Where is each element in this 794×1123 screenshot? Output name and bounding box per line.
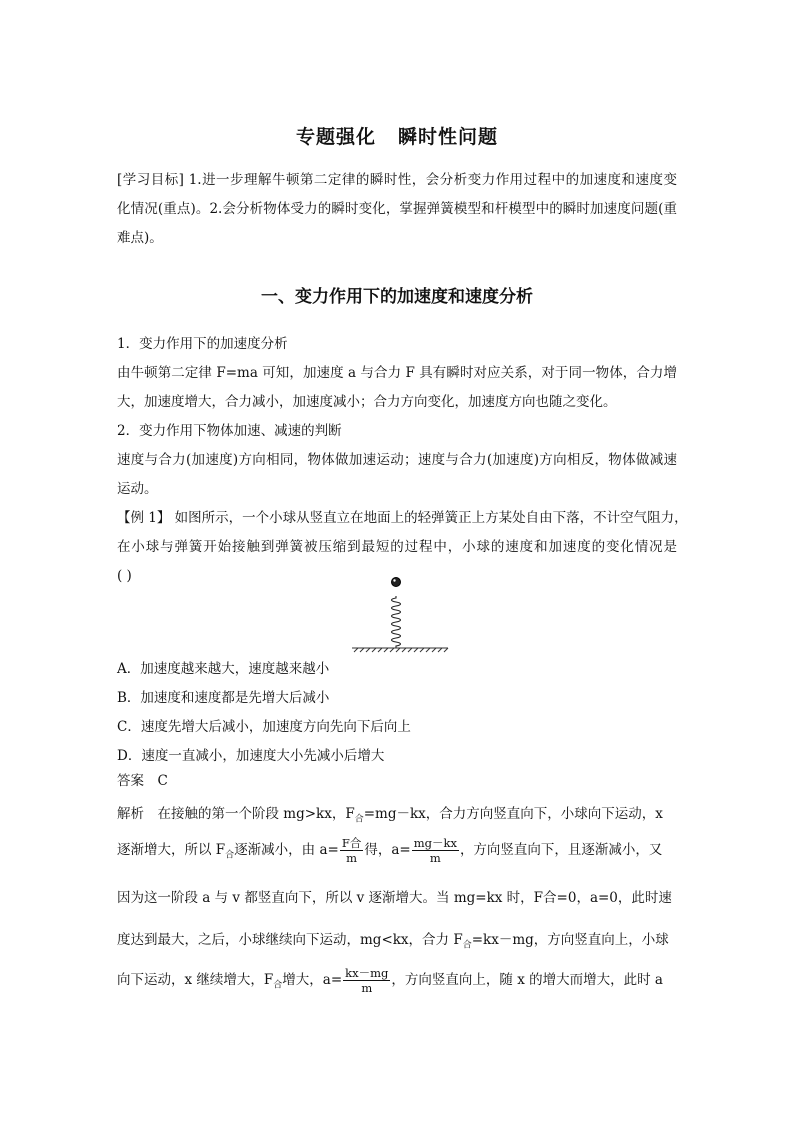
body-line: 大，加速度增大，合力减小，加速度减小；合力方向变化，加速度方向也随之变化。 xyxy=(117,394,617,410)
choice-a: A．加速度越来越大，速度越来越小 xyxy=(117,661,330,677)
analysis-line: 逐渐增大，所以 $F_合$逐渐减小，由 a= $\frac{\text{F合}}{m}$ 得，a= $\frac{mg-kx}{m}$ ，方向竖直向下，且逐渐减小，又 xyxy=(117,836,663,865)
body-line: 速度与合力(加速度)方向相同，物体做加速运动；速度与合力(加速度)方向相反，物体做减速 xyxy=(117,452,677,468)
body-line: 1．变力作用下的加速度分析 xyxy=(117,336,288,352)
analysis-line: 度达到最大，之后，小球继续向下运动，mg<kx，合力 $F_合=kx-mg$，方向竖直向上，小球 xyxy=(117,932,669,951)
answer: 答案 C xyxy=(117,773,168,789)
spring-ball-figure xyxy=(350,574,450,654)
goal-line: [学习目标] 1.进一步理解牛顿第二定律的瞬时性，会分析变力作用过程中的加速度和速度变 xyxy=(117,172,677,188)
page-title xyxy=(0,122,794,149)
choice-c: C．速度先增大后减小，加速度方向先向下后向上 xyxy=(117,719,411,735)
title-part2: 瞬时性问题 xyxy=(398,126,499,148)
analysis-line: 向下运动，x 继续增大，$F_合$增大，a= $\frac{kx-mg}{m}$ ，方向竖直向上，随 x 的增大而增大，此时 a xyxy=(117,966,663,995)
body-line: 由牛顿第二定律 F=ma 可知，加速度 a 与合力 F 具有瞬时对应关系，对于同一物体，合力增 xyxy=(117,365,677,381)
body-line: 2．变力作用下物体加速、减速的判断 xyxy=(117,423,342,439)
fraction: $\frac{mg-kx}{m}$ xyxy=(413,836,457,865)
analysis-line: 因为这一阶段 a 与 v 都竖直向下，所以 v 逐渐增大。当 mg=kx 时，F合=0，a=0，此时速 xyxy=(117,890,672,906)
section-heading: 一、变力作用下的加速度和速度分析 xyxy=(261,287,533,307)
example-line: 【例 1】 如图所示，一个小球从竖直立在地面上的轻弹簧正上方某处自由下落，不计空气阻力， xyxy=(117,510,688,526)
title-part1: 专题强化 xyxy=(295,126,376,148)
ball-icon xyxy=(392,578,401,587)
choice-b: B．加速度和速度都是先增大后减小 xyxy=(117,690,330,706)
example-bracket: ( ) xyxy=(117,568,132,584)
analysis-line: 解析 在接触的第一个阶段 mg>kx，$F_合=mg-kx$，合力方向竖直向下，小球向下运动，x xyxy=(117,806,663,825)
spring-icon xyxy=(392,596,401,648)
fraction: $\frac{kx-mg}{m}$ xyxy=(345,966,389,995)
example-line: 在小球与弹簧开始接触到弹簧被压缩到最短的过程中，小球的速度和加速度的变化情况是 xyxy=(117,539,677,555)
choices xyxy=(117,655,677,771)
ground-icon xyxy=(352,648,448,652)
section-body xyxy=(117,330,688,591)
goal-line: 化情况(重点)。2.会分析物体受力的瞬时变化，掌握弹簧模型和杆模型中的瞬时加速度问题(重 xyxy=(117,201,677,217)
body-line: 运动。 xyxy=(117,481,158,497)
learning-goals xyxy=(117,166,677,253)
goal-line: 难点)。 xyxy=(117,230,163,246)
choice-d: D．速度一直减小，加速度大小先减小后增大 xyxy=(117,748,385,764)
fraction: $\frac{\text{F合}}{m}$ xyxy=(341,836,362,865)
